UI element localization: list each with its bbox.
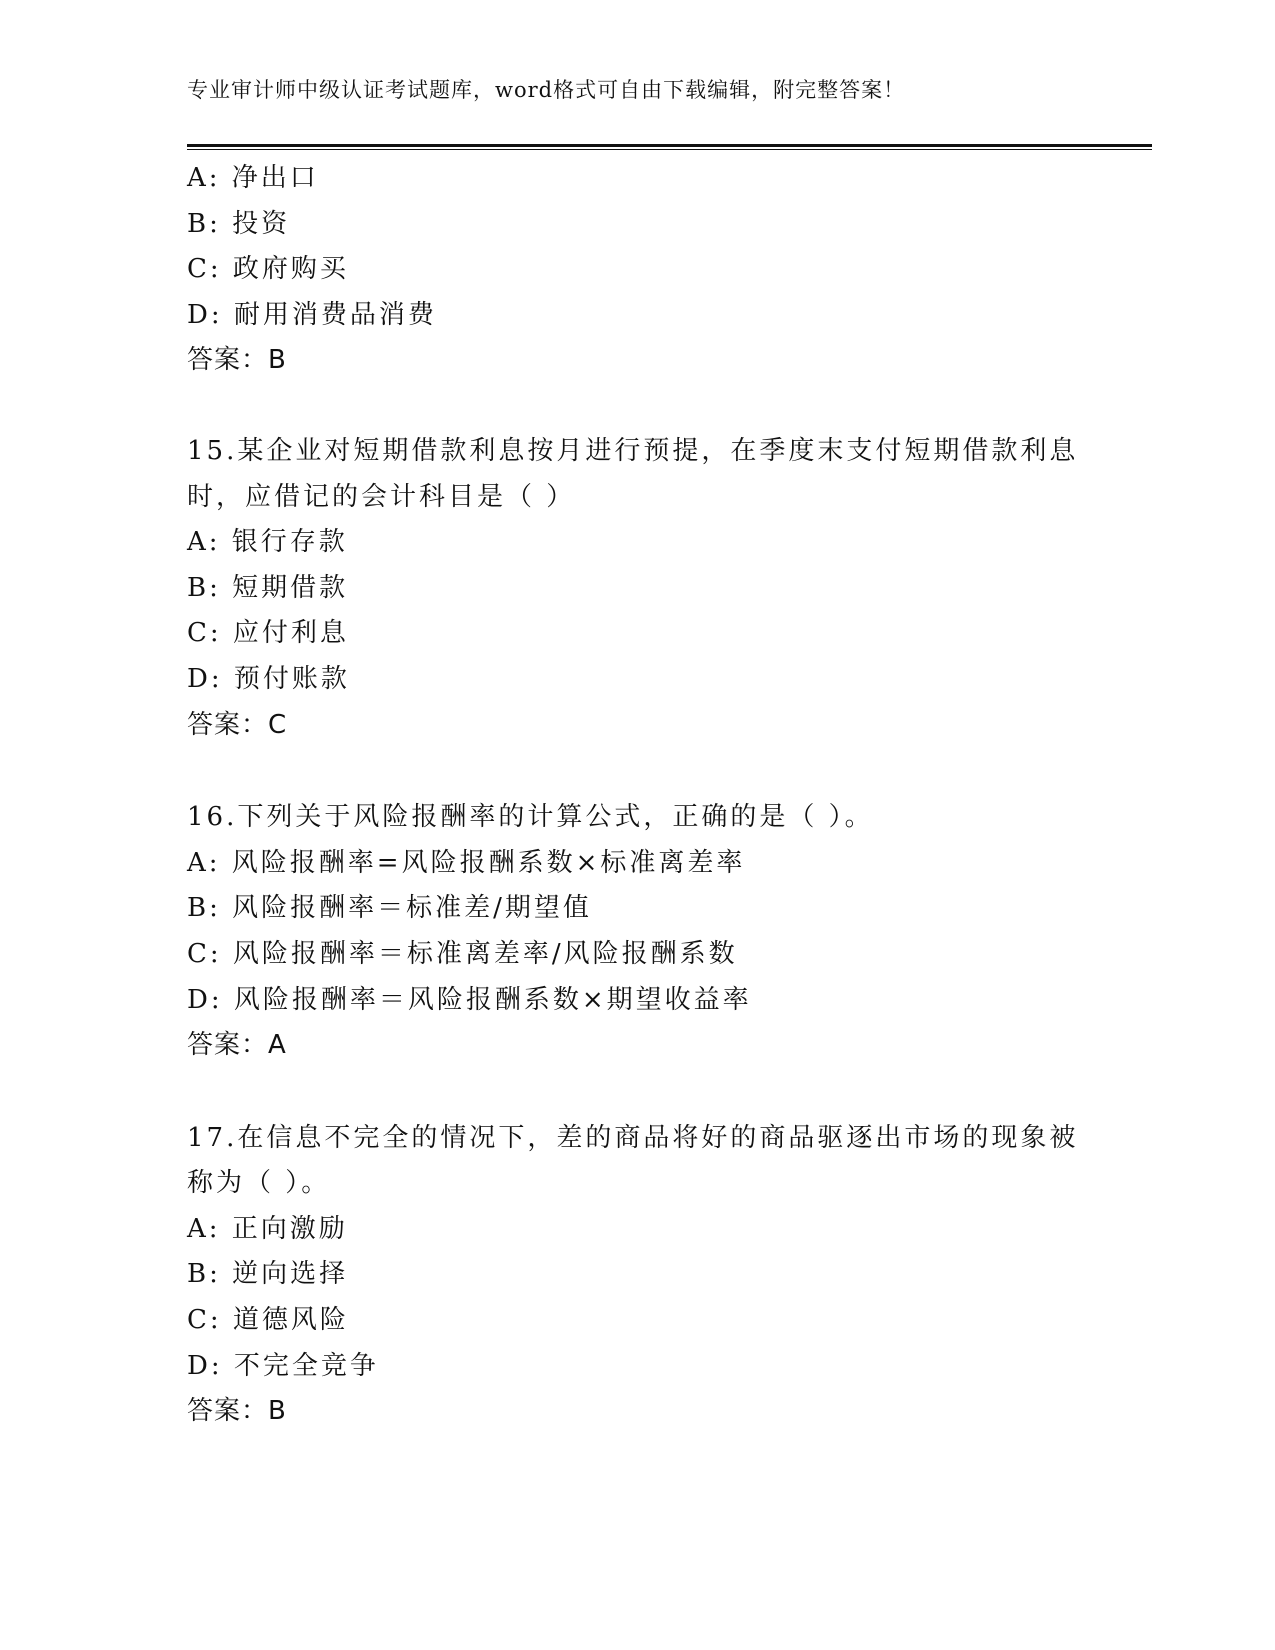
option-c: C: 政府购买	[187, 254, 349, 285]
question-16-block	[187, 795, 1087, 1069]
option-d: D: 预付账款	[187, 663, 350, 694]
question-text-line: 称为（ ）。	[187, 1168, 331, 1199]
option-b: B: 风险报酬率＝标准差/期望值	[187, 893, 592, 924]
question-text-line: 15.某企业对短期借款利息按月进行预提，在季度末支付短期借款利息	[187, 435, 1079, 466]
option-d: D: 风险报酬率＝风险报酬系数×期望收益率	[187, 984, 752, 1015]
header-divider	[187, 144, 1152, 150]
option-b: B: 逆向选择	[187, 1259, 349, 1290]
option-a: A: 风险报酬率=风险报酬系数×标准离差率	[187, 847, 746, 878]
header-text: 专业审计师中级认证考试题库，word格式可自由下载编辑，附完整答案！	[187, 78, 906, 102]
spacer	[187, 748, 1087, 795]
option-d: D: 不完全竞争	[187, 1350, 379, 1381]
prev-question-block	[187, 156, 1087, 384]
spacer	[187, 1069, 1087, 1116]
answer-line: 答案：B	[187, 1396, 287, 1427]
option-a: A: 正向激励	[187, 1213, 348, 1244]
option-a: A: 银行存款	[187, 527, 348, 558]
answer-line: 答案：B	[187, 345, 287, 376]
document-body	[187, 156, 1087, 1435]
answer-line: 答案：A	[187, 1030, 287, 1061]
option-c: C: 道德风险	[187, 1305, 349, 1336]
question-17-block	[187, 1116, 1087, 1435]
question-15-block	[187, 429, 1087, 748]
option-c: C: 应付利息	[187, 618, 349, 649]
option-b: B: 投资	[187, 208, 291, 239]
option-c: C: 风险报酬率＝标准离差率/风险报酬系数	[187, 938, 738, 969]
question-text-line: 17.在信息不完全的情况下，差的商品将好的商品驱逐出市场的现象被	[187, 1122, 1079, 1153]
option-d: D: 耐用消费品消费	[187, 299, 437, 330]
spacer	[187, 384, 1087, 429]
option-b: B: 短期借款	[187, 572, 349, 603]
answer-line: 答案：C	[187, 709, 288, 740]
question-text-line: 时，应借记的会计科目是（ ）	[187, 481, 576, 512]
option-a: A: 净出口	[187, 163, 319, 193]
question-text-line: 16.下列关于风险报酬率的计算公式，正确的是（ ）。	[187, 802, 874, 833]
